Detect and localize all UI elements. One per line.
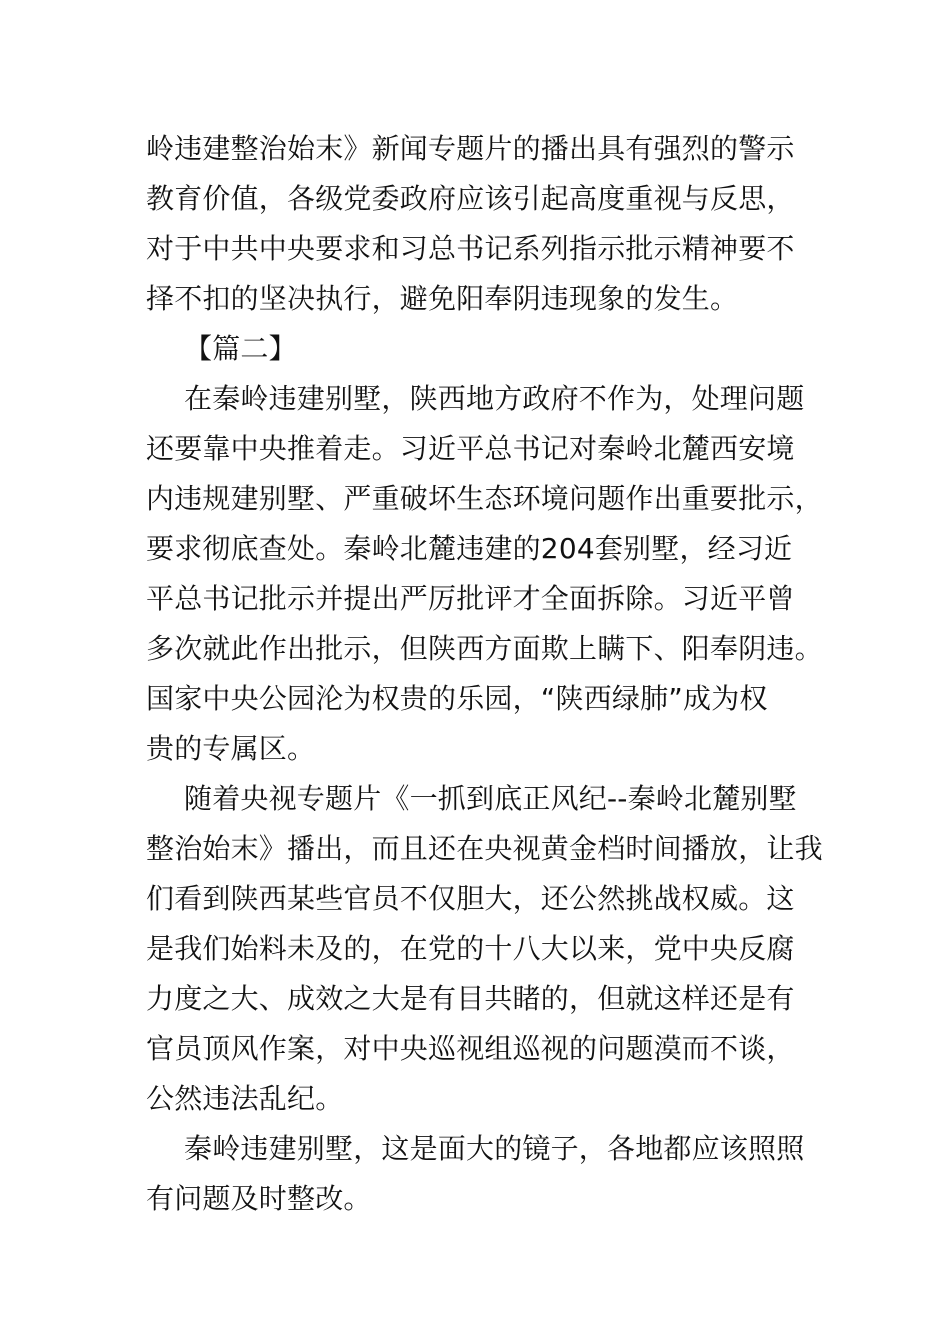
text-line: 内违规建别墅、严重破坏生态环境问题作出重要批示， [146,482,823,515]
paragraph [146,774,823,1124]
text-line: 力度之大、成效之大是有目共睹的，但就这样还是有 [146,982,795,1015]
paragraph [146,374,823,774]
text-line: 们看到陕西某些官员不仅胆大，还公然挑战权威。这 [146,882,795,915]
paragraph [146,1124,816,1224]
text-line: 是我们始料未及的，在党的十八大以来，党中央反腐 [146,932,795,965]
text-line: 有问题及时整改。 [146,1182,372,1215]
text-line: 贵的专属区。 [146,732,316,765]
text-line: 岭违建整治始末》新闻专题片的播出具有强烈的警示 [146,132,795,165]
text-line: 多次就此作出批示，但陕西方面欺上瞒下、阳奉阴违。 [146,632,823,665]
text-line: 整治始末》播出，而且还在央视黄金档时间播放，让我 [146,832,823,865]
section-heading [146,324,816,374]
text-line: 国家中央公园沦为权贵的乐园，“陕西绿肺”成为权 [146,682,768,715]
paragraph-continued [146,124,816,324]
text-line: 要求彻底查处。秦岭北麓违建的204套别墅，经习近 [146,532,793,565]
text-line: 公然违法乱纪。 [146,1082,344,1115]
text-line: 教育价值，各级党委政府应该引起高度重视与反思， [146,182,795,215]
text-line: 官员顶风作案，对中央巡视组巡视的问题漠而不谈， [146,1032,795,1065]
document-body [146,124,823,1224]
section-heading-text: 【篇二】 [184,332,297,365]
text-line: 择不扣的坚决执行，避免阳奉阴违现象的发生。 [146,282,739,315]
text-line: 平总书记批示并提出严厉批评才全面拆除。习近平曾 [146,582,795,615]
text-line: 秦岭违建别墅，这是面大的镜子，各地都应该照照 [184,1132,805,1165]
text-line: 在秦岭违建别墅，陕西地方政府不作为，处理问题 [184,382,805,415]
text-line: 随着央视专题片《一抓到底正风纪--秦岭北麓别墅 [184,782,797,815]
text-line: 还要靠中央推着走。习近平总书记对秦岭北麓西安境 [146,432,795,465]
text-line: 对于中共中央要求和习总书记系列指示批示精神要不 [146,232,795,265]
